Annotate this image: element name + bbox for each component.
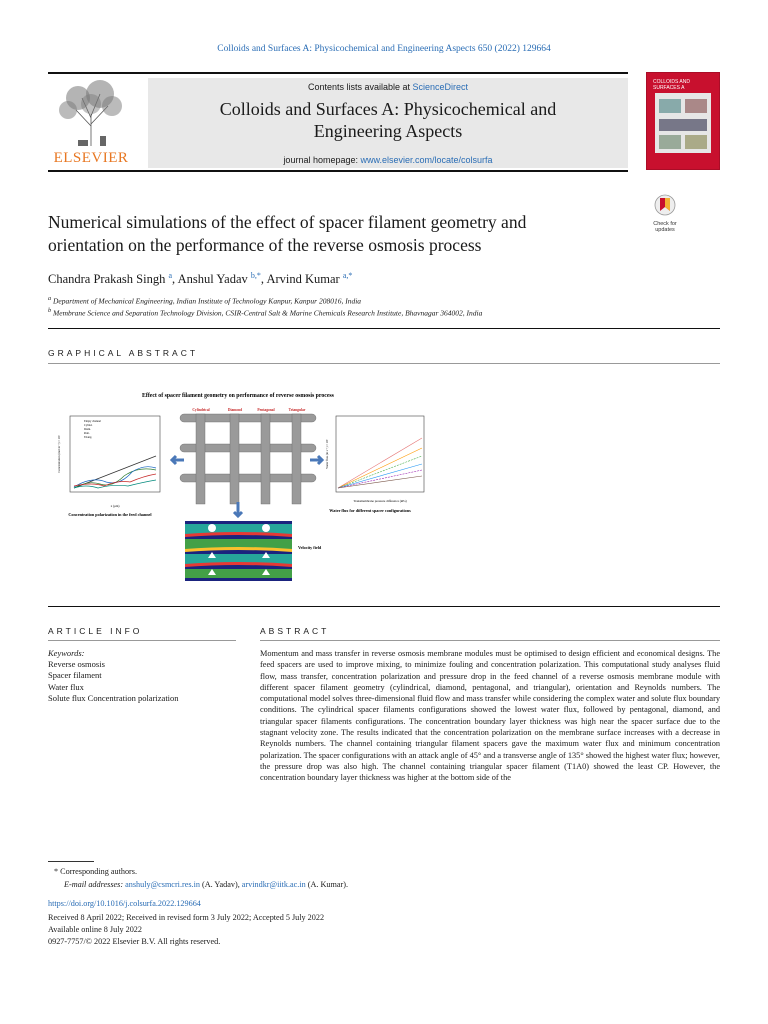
journal-reference[interactable]: Colloids and Surfaces A: Physicochemical and Engineering Aspects 650 (2022) 129664	[217, 44, 551, 54]
journal-title-line2: Engineering Aspects	[313, 121, 463, 141]
check-for-updates-badge[interactable]	[648, 194, 682, 233]
affiliation-mark: a	[48, 295, 52, 302]
section-rule	[260, 640, 720, 641]
keyword-item: Reverse osmosis	[48, 659, 105, 670]
cover-graphic	[655, 93, 711, 153]
abstract-heading: ABSTRACT	[260, 626, 330, 636]
keywords-label: Keywords:	[48, 648, 85, 658]
water-flux-chart-frame	[336, 416, 424, 492]
affiliation-text: Department of Mechanical Engineering, Indian Institute of Technology Kanpur, Kanpur 208016, India	[53, 296, 362, 306]
author-affiliation-mark[interactable]: a	[168, 271, 173, 280]
affiliation-a	[48, 295, 361, 306]
article-title-line2: orientation on the performance of the reverse osmosis process	[48, 235, 482, 255]
keywords-block	[48, 648, 248, 704]
concentration-x-label: x (µm)	[110, 504, 120, 508]
copyright-line: 0927-7757/© 2022 Elsevier B.V. All rights reserved.	[48, 937, 221, 946]
online-date: Available online 8 July 2022	[48, 925, 142, 934]
section-rule	[48, 606, 720, 607]
corresponding-text: Corresponding authors.	[60, 867, 138, 876]
ga-title: Effect of spacer filament geometry on performance of reverse osmosis process	[142, 393, 334, 399]
contents-prefix: Contents lists available at	[307, 82, 413, 92]
sciencedirect-link[interactable]: ScienceDirect	[412, 82, 469, 92]
filament-label: Cylindrical	[192, 408, 210, 412]
filament-label: Diamond	[227, 408, 243, 412]
publisher-name: ELSEVIER	[53, 150, 129, 166]
filament-column	[292, 414, 301, 504]
filament-column	[261, 414, 270, 504]
corresponding-footnote	[54, 867, 137, 876]
filament-column	[196, 414, 205, 504]
section-rule	[48, 363, 720, 364]
velocity-field-graphic	[185, 521, 292, 581]
article-title	[48, 211, 628, 257]
legend-entry: Empty channel	[84, 420, 101, 423]
cover-title: COLLOIDS AND SURFACES A	[653, 79, 690, 91]
homepage-line	[148, 155, 628, 165]
author-list: Chandra Prakash Singh $^a$, Anshul Yadav $^{b,*}$, Arvind Kumar $^{a,*}$	[48, 271, 353, 287]
footnote-star: *	[54, 867, 59, 876]
journal-title	[148, 98, 628, 142]
author-name[interactable]: Anshul Yadav	[177, 272, 248, 287]
water-flux-y-label: Water flux (m s⁻¹) × 10⁶	[325, 439, 329, 469]
affiliation-b	[48, 307, 482, 318]
keyword-item: Solute flux Concentration polarization	[48, 692, 179, 703]
email-owner: (A. Kumar).	[307, 880, 349, 889]
legend-entry: Pent.	[84, 432, 90, 435]
concentration-caption: Concentration polarization in the feed channel	[68, 512, 152, 517]
author-name[interactable]: Arvind Kumar	[266, 272, 340, 287]
water-flux-caption: Water flux for different spacer configurations	[329, 508, 411, 513]
email-footnote	[64, 880, 348, 889]
journal-title-line1: Colloids and Surfaces A: Physicochemical and	[219, 99, 557, 119]
doi-link[interactable]: https://doi.org/10.1016/j.colsurfa.2022.129664	[48, 899, 201, 908]
affiliation-text: Membrane Science and Separation Technology Division, CSIR-Central Salt & Marine Chemicals Research Institute, Bhavnagar 364002, India	[53, 308, 483, 318]
concentration-chart	[57, 416, 160, 517]
homepage-link[interactable]: www.elsevier.com/locate/colsurfa	[360, 155, 493, 165]
received-dates: Received 8 April 2022; Received in revised form 3 July 2022; Accepted 5 July 2022	[48, 913, 325, 922]
email-label: E-mail addresses:	[64, 880, 124, 889]
filament-column	[230, 414, 239, 504]
legend-entry: Triang.	[84, 436, 93, 439]
legend-entry: Cylind.	[84, 424, 93, 427]
check-updates-icon	[654, 194, 676, 216]
footnote-rule	[48, 861, 94, 862]
spacer-filaments	[180, 408, 316, 504]
journal-cover[interactable]	[646, 72, 720, 170]
keyword-item: Water flux	[48, 681, 84, 692]
water-flux-x-label: Transmembrane pressure difference (kPa)	[353, 499, 407, 503]
water-flux-chart	[325, 416, 424, 513]
velocity-field-label: Velocity field	[298, 545, 322, 550]
email-owner: (A. Yadav),	[202, 880, 240, 889]
concentration-y-label: Concentration (mol m⁻³) × 10³	[57, 435, 61, 473]
check-updates-text: Check for updates	[653, 221, 677, 233]
article-info-heading: ARTICLE INFO	[48, 626, 143, 636]
email-link[interactable]: anshuly@csmcri.res.in	[125, 880, 200, 889]
author-name[interactable]: Chandra Prakash Singh	[48, 272, 166, 287]
section-rule	[48, 328, 720, 329]
author-affiliation-mark[interactable]: a,*	[342, 271, 353, 280]
graphical-abstract-figure[interactable]	[48, 384, 432, 584]
masthead-bottom-rule	[48, 170, 628, 172]
article-title-line1: Numerical simulations of the effect of spacer filament geometry and	[48, 212, 527, 232]
arrow-right-icon	[310, 456, 322, 464]
email-link[interactable]: arvindkr@iitk.ac.in	[241, 880, 306, 889]
keyword-item: Spacer filament	[48, 670, 102, 681]
author-affiliation-mark[interactable]: b,*	[250, 271, 261, 280]
homepage-prefix: journal homepage:	[283, 155, 361, 165]
contents-line	[148, 82, 628, 92]
arrow-left-icon	[172, 456, 184, 464]
masthead-top-rule	[48, 72, 628, 74]
section-rule	[48, 640, 236, 641]
legend-entry: Diam.	[84, 428, 91, 431]
abstract-text: Momentum and mass transfer in reverse osmosis membrane modules must be optimised to design efficient and economical designs. The feed spacers are used to improve mixing, to minimize fouling and concentration polarization. This computational study analyses fluid flow, mass transfer, concentration polarization and pressure drop in the feed channel of a reverse osmosis membrane module with different spacer filament geometry (cylindrical, diamond, pentagonal, and triangular), orientation and Reynolds numbers. The computational model solves three-dimensional fluid flow and mass transfer while considering the complex water and solute flux boundary conditions. The cylindrical spacer filaments configurations showed the lowest water flux, followed by pentagonal, diamond, and triangular spacer filaments configurations. The concentration boundary layer thickness was high near the spacer surface due to the stagnant velocity zone. The results indicated that the concentration polarization on the membrane surface increases with a decrease in Reynolds numbers. The channel containing triangular filament spacers gave the maximum water flux and minimum concentration polarization. The spacer configurations with an attack angle of 45° and a transverse angle of 135° showed the highest water flux; however, the pressure drop was also high. The channel containing triangular spacer filament (T1A0) showed the least CP. However, the concentration boundary layer thickness was higher at the bottom side of the	[260, 649, 720, 783]
affiliation-mark: b	[48, 307, 52, 314]
graphical-abstract-heading: GRAPHICAL ABSTRACT	[48, 348, 199, 358]
filament-label: Pentagonal	[257, 408, 275, 412]
filament-label: Triangular	[288, 408, 306, 412]
